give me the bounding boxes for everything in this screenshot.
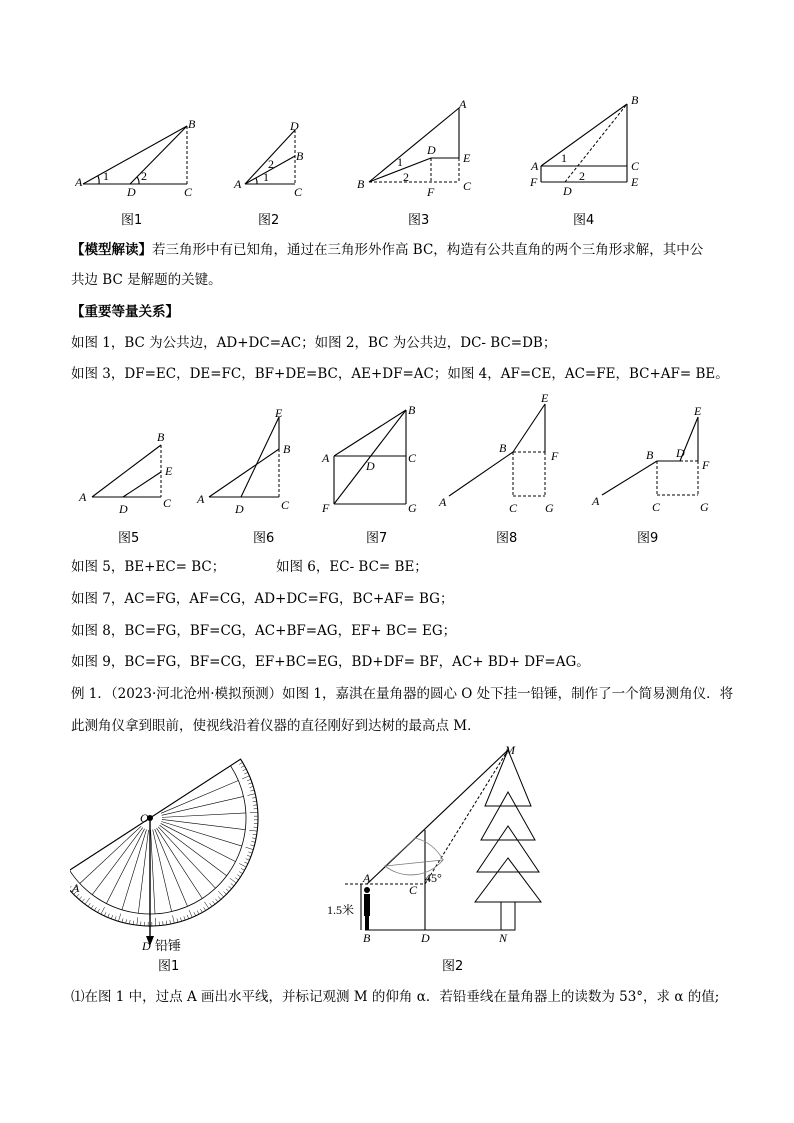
label-A: A (322, 451, 330, 465)
angle-2: 2 (141, 169, 147, 183)
label-A: A (531, 159, 539, 173)
label-C: C (184, 185, 193, 198)
caption-fig5: 图5 (118, 531, 140, 546)
angle-1: 1 (397, 155, 403, 169)
caption-fig1: 图1 (121, 213, 143, 228)
label-N: N (499, 931, 508, 945)
equality-fig6: 如图 6，EC- BC= BE； (276, 559, 428, 575)
label-F: F (530, 175, 538, 189)
label-D: D (142, 939, 151, 953)
label-B: B (283, 442, 291, 456)
label-C: C (631, 159, 640, 173)
example-line-1: 例 1．（2023·河北沧州·模拟预测）如图 1，嘉淇在量角器的圆心 O 处下挂一铅锤，制作了一个简易测角仪．将 (71, 686, 734, 702)
label-D: D (427, 143, 436, 157)
label-M: M (505, 743, 515, 757)
model-line-2: 共边 BC 是解题的关键。 (71, 272, 222, 288)
angle-1: 1 (561, 151, 567, 165)
model-line-1 (71, 240, 703, 260)
figure-5 (75, 425, 190, 515)
angle-1: 1 (103, 169, 109, 183)
label-E: E (631, 175, 639, 189)
label-G: G (700, 500, 709, 514)
model-text-1: 若三角形中有已知角，通过在三角形外作高 BC，构造有公共直角的两个三角形求解，其中公 (152, 242, 704, 258)
label-C: C (294, 185, 303, 198)
label-B: B (296, 149, 304, 163)
tree-figure (325, 742, 550, 952)
caption-fig3: 图3 (408, 213, 430, 228)
relations-line-1: 如图 1，BC 为公共边，AD+DC=AC；如图 2，BC 为公共边，DC- BC=DB； (71, 335, 557, 351)
label-D: D (235, 502, 244, 515)
label-B: B (631, 96, 639, 107)
label-C: C (281, 498, 290, 512)
plumb-label: 铅锤 (155, 938, 182, 953)
figure-4 (525, 96, 650, 198)
caption-fig4: 图4 (573, 213, 595, 228)
label-E: E (275, 406, 283, 420)
label-A: A (459, 97, 467, 111)
angle-2: 2 (403, 170, 409, 184)
angle-45: 45° (425, 871, 442, 885)
height-label: 1.5米 (327, 903, 355, 917)
label-D: D (421, 931, 430, 945)
label-C: C (509, 501, 518, 515)
equality-fig8: 如图 8，BC=FG，BF=CG，AC+BF=AG，EF+ BC= EG； (71, 623, 457, 639)
caption-tree: 图2 (442, 959, 464, 974)
label-A: A (79, 490, 87, 504)
caption-fig6: 图6 (253, 531, 275, 546)
figure-3 (355, 96, 480, 198)
label-A: A (592, 494, 600, 508)
label-B: B (357, 177, 365, 191)
label-F: F (427, 185, 435, 198)
label-D: D (127, 185, 136, 198)
question-text: ⑴在图 1 中，过点 A 画出水平线，并标记观测 M 的仰角 α．若铅垂线在量角器上的读数为 53°，求 α 的值; (71, 989, 720, 1005)
label-A: A (363, 871, 371, 885)
label-B: B (646, 448, 654, 462)
label-B: B (363, 931, 371, 945)
caption-fig8: 图8 (496, 531, 518, 546)
label-B: B (408, 403, 416, 417)
figure-6 (193, 405, 303, 515)
relations-title: 【重要等量关系】 (71, 304, 179, 320)
angle-1: 1 (263, 170, 269, 184)
relations-line-2: 如图 3，DF=EC，DE=FC，BF+DE=BC，AE+DF=AC；如图 4，AF=CE，AC=FE，BC+AF= BE。 (71, 366, 729, 382)
caption-fig7: 图7 (366, 531, 388, 546)
angle-2: 2 (268, 157, 274, 171)
label-B: B (499, 441, 507, 455)
caption-fig2: 图2 (258, 213, 280, 228)
label-A: A (439, 495, 447, 509)
label-A: A (75, 175, 83, 189)
label-A: A (197, 492, 205, 506)
figure-8 (435, 390, 570, 515)
label-C: C (408, 451, 417, 465)
figure-2 (230, 118, 320, 198)
label-B: B (188, 118, 196, 131)
model-title: 【模型解读】 (71, 242, 152, 258)
caption-protractor: 图1 (158, 959, 180, 974)
label-F: F (702, 458, 710, 472)
label-C: C (409, 883, 418, 897)
label-O: O (140, 811, 149, 825)
label-F: F (551, 449, 559, 463)
protractor-figure (70, 738, 270, 978)
label-G: G (545, 501, 554, 515)
caption-fig9: 图9 (637, 531, 659, 546)
label-A: A (234, 177, 242, 191)
label-D: D (366, 459, 375, 473)
label-E: E (165, 464, 173, 478)
label-D: D (290, 119, 299, 133)
label-F: F (322, 501, 330, 515)
label-D: D (676, 446, 685, 460)
figure-1 (75, 118, 200, 198)
example-line-2: 此测角仪拿到眼前，使视线沿着仪器的直径刚好到达树的最高点 M． (71, 718, 481, 734)
equality-fig9: 如图 9，BC=FG，BF=CG，EF+BC=EG，BD+DF= BF，AC+ BD+ DF=AG。 (71, 654, 590, 670)
label-E: E (694, 404, 702, 418)
figure-9 (590, 395, 725, 515)
label-D: D (119, 502, 128, 515)
equality-fig5: 如图 5，BE+EC= BC； (71, 559, 226, 575)
equality-fig7: 如图 7，AC=FG，AF=CG，AD+DC=FG，BC+AF= BG； (71, 591, 454, 607)
figure-7 (318, 400, 428, 515)
label-B: B (157, 430, 165, 444)
label-C: C (163, 496, 172, 510)
label-C: C (652, 500, 661, 514)
label-C: C (463, 179, 472, 193)
label-D: D (563, 184, 572, 198)
label-A: A (72, 881, 80, 895)
label-G: G (408, 501, 417, 515)
label-E: E (541, 391, 549, 405)
angle-2: 2 (579, 169, 585, 183)
label-E: E (463, 151, 471, 165)
